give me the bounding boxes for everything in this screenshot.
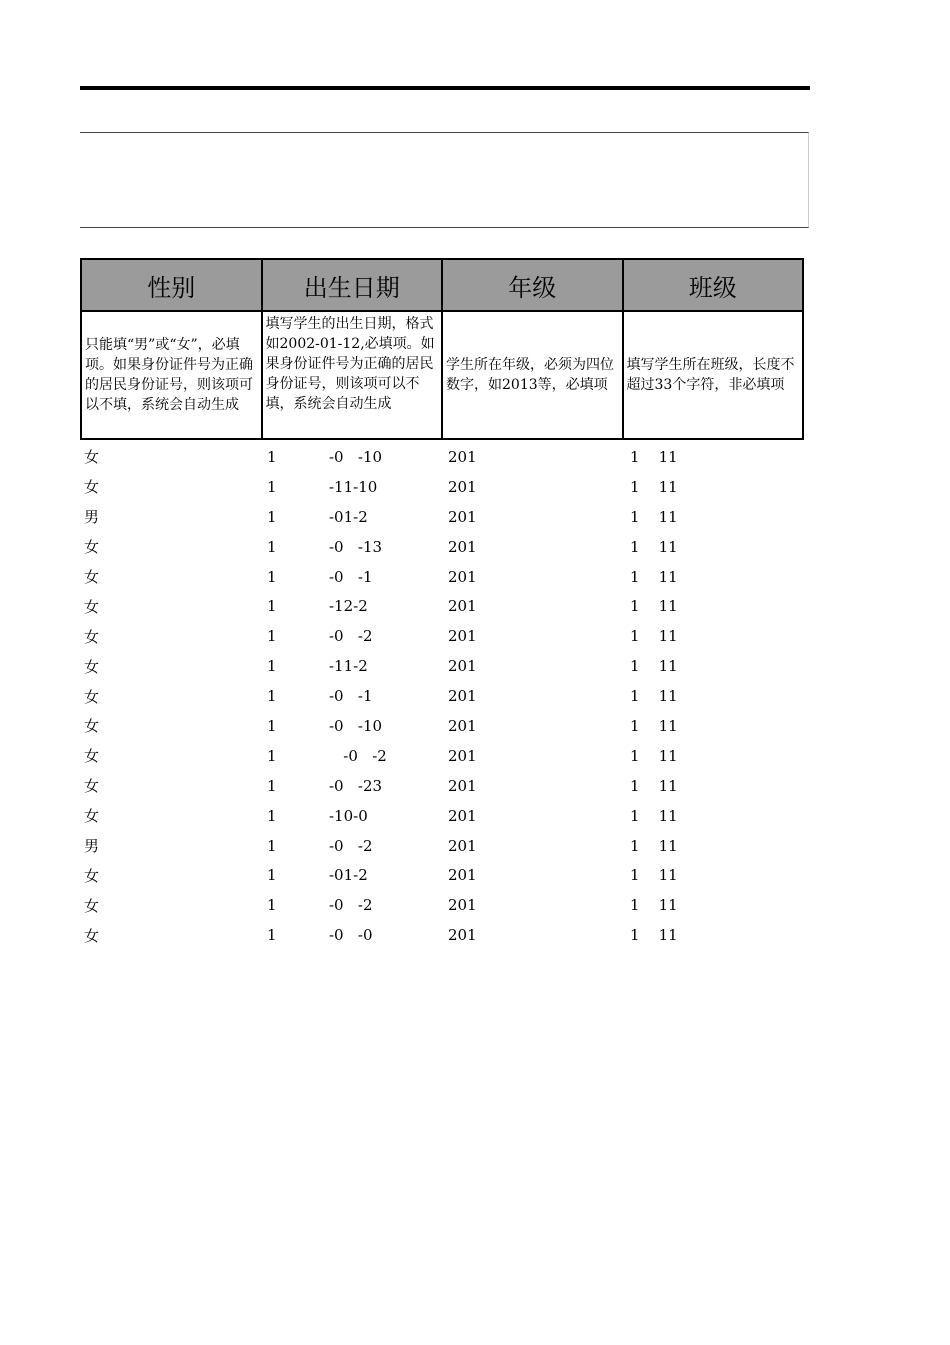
table-row [80, 562, 810, 592]
cell-grade[interactable]: 201 [448, 716, 477, 735]
cell-birth-date[interactable]: 1 -11-2 [267, 657, 368, 676]
cell-grade[interactable]: 201 [448, 627, 477, 646]
cell-class[interactable]: 1 11 [630, 687, 678, 706]
cell-gender[interactable]: 女 [84, 896, 100, 915]
cell-birth-date[interactable]: 1 -0 -0 [267, 926, 373, 945]
cell-gender[interactable]: 女 [84, 687, 100, 706]
cell-gender[interactable]: 女 [84, 597, 100, 616]
cell-birth-date[interactable]: 1 -0 -10 [267, 716, 383, 735]
cell-class[interactable]: 1 11 [630, 896, 678, 915]
cell-gender[interactable]: 女 [84, 568, 100, 586]
cell-class[interactable]: 1 11 [630, 776, 678, 795]
cell-class[interactable]: 1 11 [630, 836, 678, 855]
table-row [80, 741, 810, 771]
student-sheet [80, 258, 810, 950]
table-row [80, 831, 810, 861]
data-area [80, 442, 810, 950]
cell-class[interactable]: 1 11 [630, 597, 678, 616]
table-row [80, 651, 810, 681]
cell-birth-date[interactable]: 1 -0 -1 [267, 687, 373, 706]
table-row [80, 771, 810, 801]
cell-gender[interactable]: 女 [84, 777, 100, 796]
cell-class[interactable]: 1 11 [630, 627, 678, 646]
cell-class[interactable]: 1 11 [630, 567, 678, 586]
cell-grade[interactable]: 201 [448, 926, 477, 945]
cell-birth-date[interactable]: 1 -11-10 [267, 477, 378, 496]
cell-grade[interactable]: 201 [448, 806, 477, 825]
cell-gender[interactable]: 女 [84, 627, 100, 646]
table-row [80, 890, 810, 920]
cell-gender[interactable]: 男 [84, 508, 100, 527]
table-row [80, 860, 810, 890]
table-row [80, 681, 810, 711]
cell-grade[interactable]: 201 [448, 866, 477, 885]
desc-grade: 学生所在年级，必须为四位数字，如2013等，必填项 [441, 312, 624, 440]
cell-class[interactable]: 1 11 [630, 746, 678, 765]
table-row [80, 711, 810, 741]
cell-birth-date[interactable]: 1 -0 -23 [267, 776, 383, 795]
cell-gender[interactable]: 女 [84, 717, 100, 736]
cell-birth-date[interactable]: 1 -01-2 [267, 507, 368, 526]
cell-grade[interactable]: 201 [448, 597, 477, 616]
table-row [80, 472, 810, 502]
cell-grade[interactable]: 201 [448, 687, 477, 706]
cell-class[interactable]: 1 11 [630, 537, 678, 556]
table-row [80, 621, 810, 651]
cell-birth-date[interactable]: 1 -10-0 [267, 806, 368, 825]
cell-birth-date[interactable]: 1 -0 -2 [267, 627, 373, 646]
header-gender: 性别 [80, 258, 263, 312]
cell-birth-date[interactable]: 1 -01-2 [267, 866, 368, 885]
cell-grade[interactable]: 201 [448, 776, 477, 795]
table-row [80, 591, 810, 621]
cell-class[interactable]: 1 11 [630, 716, 678, 735]
header-class: 班级 [622, 258, 805, 312]
cell-class[interactable]: 1 11 [630, 507, 678, 526]
cell-gender[interactable]: 女 [84, 747, 100, 766]
table-row [80, 502, 810, 532]
cell-birth-date[interactable]: 1 -0 -1 [267, 567, 373, 586]
cell-class[interactable]: 1 11 [630, 926, 678, 945]
cell-gender[interactable]: 女 [84, 866, 100, 885]
cell-class[interactable]: 1 11 [630, 806, 678, 825]
table-row [80, 442, 810, 472]
cell-class[interactable]: 1 11 [630, 866, 678, 885]
cell-class[interactable]: 1 11 [630, 477, 678, 496]
table-row [80, 801, 810, 831]
cell-class[interactable]: 1 11 [630, 657, 678, 676]
desc-gender: 只能填“男”或“女”，必填项。如果身份证件号为正确的居民身份证号，则该项可以不填，系统会自动生成 [80, 312, 263, 440]
cell-gender[interactable]: 女 [84, 478, 100, 497]
header-row [80, 258, 810, 312]
cell-grade[interactable]: 201 [448, 746, 477, 765]
cell-grade[interactable]: 201 [448, 567, 477, 586]
desc-birth-date: 填写学生的出生日期，格式如2002-01-12,必填项。如果身份证件号为正确的居民身份证号，则该项可以不填，系统会自动生成 [261, 312, 444, 440]
info-box [80, 132, 809, 228]
description-row [80, 312, 810, 440]
cell-gender[interactable]: 女 [84, 926, 100, 945]
cell-birth-date[interactable]: 1 -0 -2 [267, 896, 373, 915]
cell-gender[interactable]: 女 [84, 807, 100, 826]
cell-birth-date[interactable]: 1 -12-2 [267, 597, 368, 616]
cell-grade[interactable]: 201 [448, 507, 477, 526]
cell-birth-date[interactable]: 1 -0 -13 [267, 537, 383, 556]
cell-grade[interactable]: 201 [448, 896, 477, 915]
cell-grade[interactable]: 201 [448, 657, 477, 676]
cell-grade[interactable]: 201 [448, 447, 477, 466]
cell-class[interactable]: 1 11 [630, 447, 678, 466]
cell-birth-date[interactable]: 1 -0 -2 [267, 836, 373, 855]
header-birth-date: 出生日期 [261, 258, 444, 312]
cell-birth-date[interactable]: 1 -0 -10 [267, 447, 383, 466]
cell-grade[interactable]: 201 [448, 537, 477, 556]
table-row [80, 532, 810, 562]
cell-gender[interactable]: 女 [84, 448, 100, 467]
cell-gender[interactable]: 女 [84, 538, 100, 557]
top-rule [80, 86, 810, 90]
table-row [80, 920, 810, 950]
cell-grade[interactable]: 201 [448, 477, 477, 496]
cell-grade[interactable]: 201 [448, 836, 477, 855]
header-grade: 年级 [441, 258, 624, 312]
cell-birth-date[interactable]: 1 -0 -2 [267, 746, 387, 765]
cell-gender[interactable]: 女 [84, 657, 100, 676]
desc-class: 填写学生所在班级，长度不超过33个字符，非必填项 [622, 312, 805, 440]
cell-gender[interactable]: 男 [84, 837, 100, 856]
